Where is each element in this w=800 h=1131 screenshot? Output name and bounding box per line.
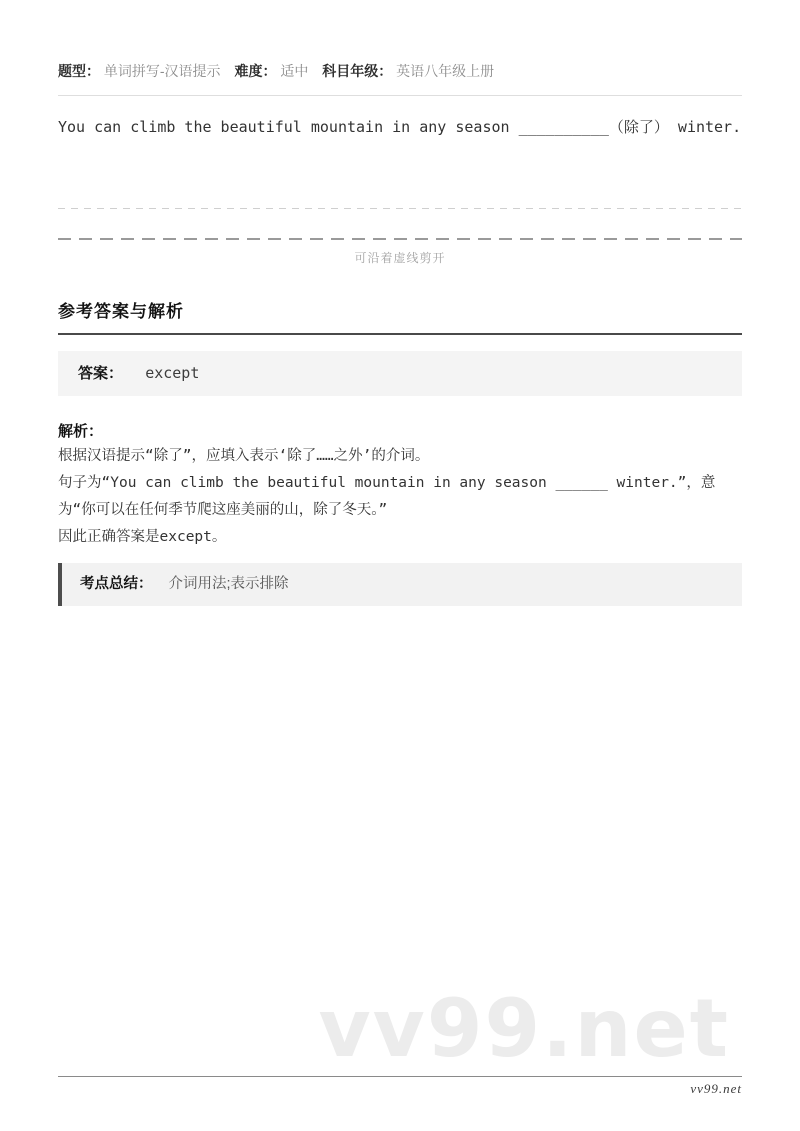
cut-line-hint: 可沿着虚线剪开 [354, 251, 446, 265]
analysis-line-1: 根据汉语提示“除了”，应填入表示‘除了……之外’的介词。 [58, 448, 430, 464]
question-meta [58, 0, 742, 80]
dashed-divider-light [58, 208, 742, 209]
meta-grade-value: 英语八年级上册 [396, 63, 495, 79]
watermark: vv99.net [318, 982, 730, 1075]
analysis-label: 解析： [58, 423, 104, 440]
question-text: You can climb the beautiful mountain in any season __________（除了） winter. [58, 118, 742, 136]
meta-grade [322, 63, 494, 79]
meta-question-type [58, 63, 224, 79]
keypoint-label: 考点总结： [80, 576, 153, 592]
answer-box [58, 351, 742, 396]
answer-value: except [145, 364, 200, 382]
footer-site-name: vv99.net [690, 1081, 742, 1096]
answer-label: 答案： [78, 365, 124, 382]
analysis-line-2: 句子为“You can climb the beautiful mountain in any season ______ winter.”，意为“你可以在任何季节爬这座美丽的山，除了冬天。” [58, 475, 716, 518]
answer-section-title: 参考答案与解析 [58, 302, 184, 321]
dashed-cut-line [58, 238, 742, 240]
meta-difficulty [234, 63, 312, 79]
keypoint-value: 介词用法;表示排除 [168, 576, 289, 592]
header-divider [58, 95, 742, 96]
answer-section-divider [58, 333, 742, 335]
meta-grade-label: 科目年级： [322, 63, 393, 79]
meta-question-type-label: 题型： [58, 63, 100, 79]
keypoint-summary-box [58, 563, 742, 606]
analysis-line-3: 因此正确答案是except。 [58, 529, 227, 545]
meta-difficulty-value: 适中 [280, 63, 309, 79]
page-footer [58, 1076, 742, 1098]
meta-question-type-value: 单词拼写-汉语提示 [103, 63, 221, 79]
meta-difficulty-label: 难度： [234, 63, 277, 79]
